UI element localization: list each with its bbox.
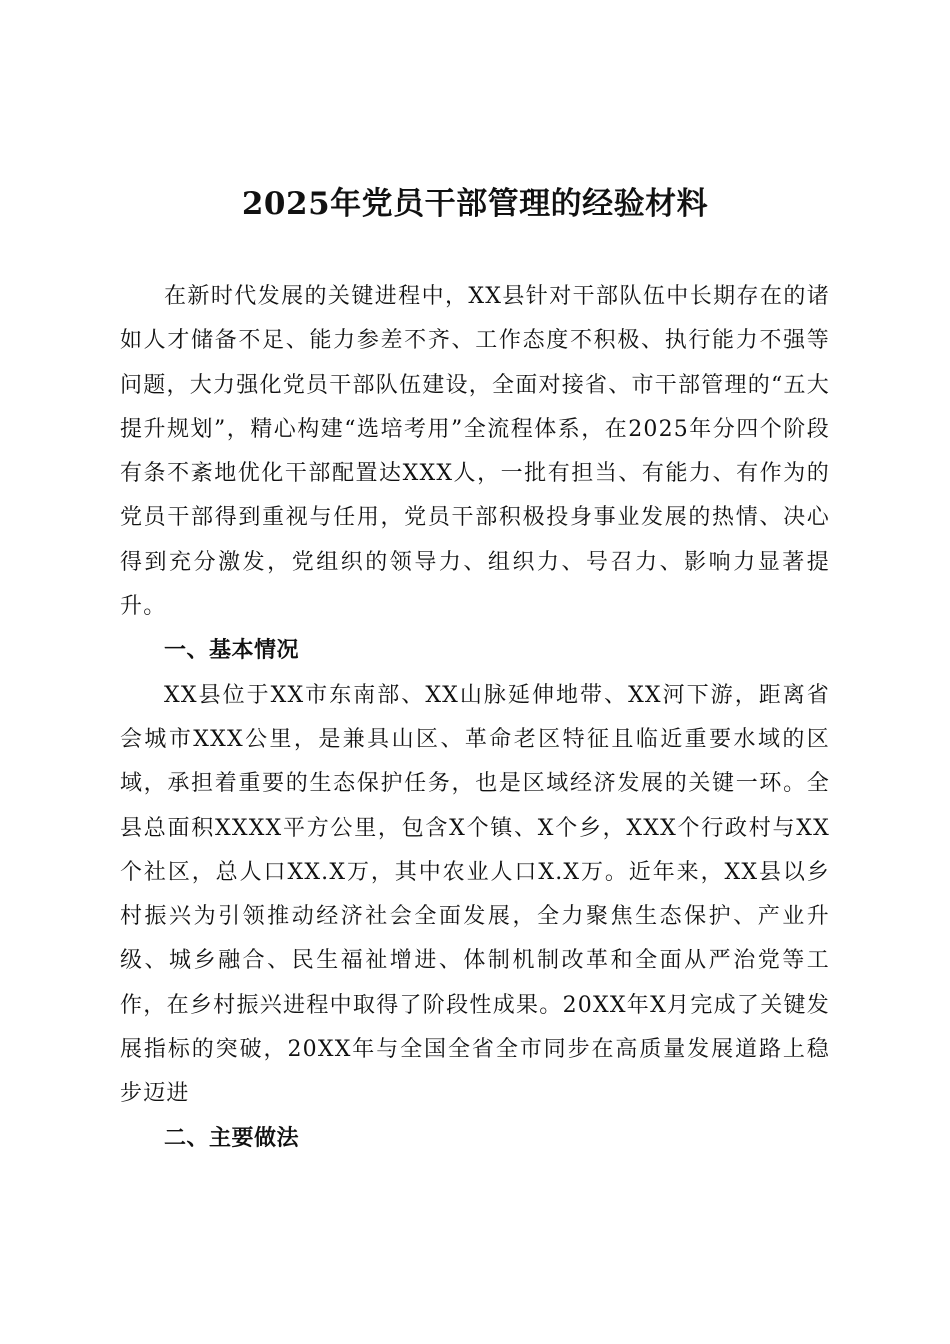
basic-situation-paragraph: XX县位于XX市东南部、XX山脉延伸地带、XX河下游，距离省会城市XXX公里，是兼具山区、革命老区特征且临近重要水域的区域，承担着重要的生态保护任务，也是区域经济发展的关键一环。全县总面积XXXX平方公里，包含X个镇、X个乡，XXX个行政村与XX个社区，总人口XX.X万，其中农业人口X.X万。近年来，XX县以乡村振兴为引领推动经济社会全面发展，全力聚焦生态保护、产业升级、城乡融合、民生福祉增进、体制机制改革和全面从严治党等工作，在乡村振兴进程中取得了阶段性成果。20XX年X月完成了关键发展指标的突破，20XX年与全国全省全市同步在高质量发展道路上稳步迈进 bbox=[120, 682, 830, 1107]
section-heading-main-practices: 二、主要做法 bbox=[164, 1125, 300, 1151]
document-page bbox=[120, 0, 830, 1344]
intro-paragraph: 在新时代发展的关键进程中，XX县针对干部队伍中长期存在的诸如人才储备不足、能力参差不齐、工作态度不积极、执行能力不强等问题，大力强化党员干部队伍建设，全面对接省、市干部管理的“五大提升规划”，精心构建“选培考用”全流程体系，在2025年分四个阶段有条不紊地优化干部配置达XXX人，一批有担当、有能力、有作为的党员干部得到重视与任用，党员干部积极投身事业发展的热情、决心得到充分激发，党组织的领导力、组织力、号召力、影响力显著提升。 bbox=[120, 284, 830, 620]
document-title: 2025年党员干部管理的经验材料 bbox=[241, 186, 709, 222]
document-body bbox=[120, 275, 830, 1161]
section-heading-basic-situation: 一、基本情况 bbox=[164, 638, 300, 664]
